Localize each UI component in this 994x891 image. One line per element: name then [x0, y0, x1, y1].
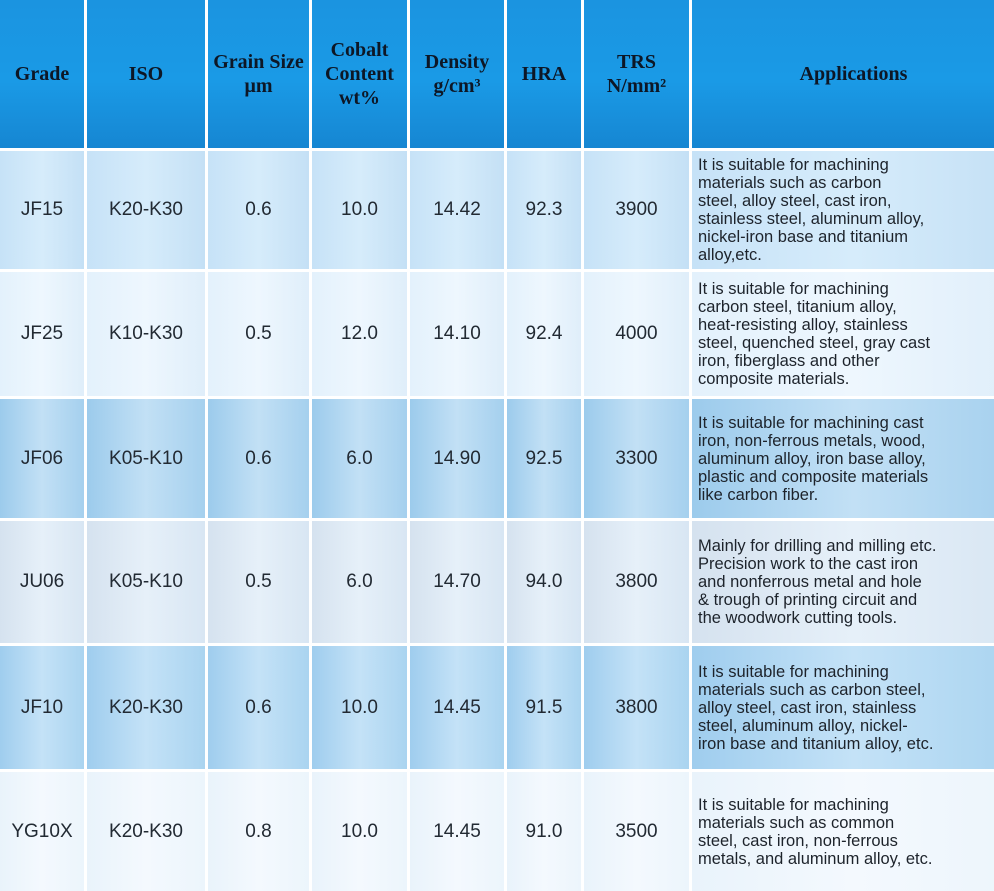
app-line: & trough of printing circuit and [698, 591, 918, 609]
cell-trs: 3800 [584, 646, 689, 769]
cell-grain-size: 0.6 [208, 646, 309, 769]
cell-applications [692, 646, 994, 769]
header-iso-label: ISO [128, 63, 164, 85]
header-grain-size [208, 0, 309, 148]
cell-applications [692, 772, 994, 891]
cell-trs: 3800 [584, 521, 689, 643]
header-cobalt [312, 0, 407, 148]
header-density [410, 0, 504, 148]
app-line: like carbon fiber. [698, 485, 819, 504]
app-line: steel, cast iron, non-ferrous [698, 831, 898, 850]
app-line: It is suitable for machining [698, 280, 889, 298]
cell-iso: K20-K30 [87, 772, 205, 891]
cell-grain-size: 0.8 [208, 772, 309, 891]
cell-trs: 3300 [584, 399, 689, 518]
app-line: materials such as carbon [698, 174, 882, 192]
app-line: iron, non-ferrous metals, wood, [698, 431, 926, 450]
cell-applications [692, 521, 994, 643]
cell-grade: JF25 [0, 272, 84, 396]
cell-hra: 92.4 [507, 272, 581, 396]
header-hra [507, 0, 581, 148]
cell-iso: K10-K30 [87, 272, 205, 396]
cell-trs: 3900 [584, 151, 689, 269]
header-hra-label: HRA [521, 63, 567, 85]
app-line: steel, quenched steel, gray cast [698, 334, 931, 352]
cell-grade: JF15 [0, 151, 84, 269]
header-density-line: Density [424, 51, 490, 73]
header-grain-size-line: Grain Size [213, 51, 304, 73]
header-grain-size-unit: μm [244, 75, 273, 97]
app-line: It is suitable for machining [698, 662, 889, 681]
cell-iso: K20-K30 [87, 151, 205, 269]
header-cobalt-line: Cobalt [330, 39, 389, 61]
cell-grain-size: 0.6 [208, 151, 309, 269]
app-line: carbon steel, titanium alloy, [698, 298, 897, 316]
cell-hra: 91.5 [507, 646, 581, 769]
app-line: Precision work to the cast iron [698, 555, 919, 573]
app-line: It is suitable for machining [698, 156, 889, 174]
cell-cobalt: 10.0 [312, 646, 407, 769]
cell-iso: K05-K10 [87, 399, 205, 518]
app-line: materials such as common [698, 813, 895, 832]
header-applications [692, 0, 994, 148]
cell-applications [692, 151, 994, 269]
cell-cobalt: 10.0 [312, 151, 407, 269]
app-line: and nonferrous metal and hole [698, 573, 922, 591]
cell-hra: 94.0 [507, 521, 581, 643]
app-line: steel, alloy steel, cast iron, [698, 192, 892, 210]
header-density-unit: g/cm³ [433, 75, 481, 97]
app-line: heat-resisting alloy, stainless [698, 316, 908, 334]
header-cobalt-line: Content [325, 63, 394, 85]
cell-grade: JU06 [0, 521, 84, 643]
cell-density: 14.45 [410, 646, 504, 769]
cell-iso: K05-K10 [87, 521, 205, 643]
app-line: aluminum alloy, iron base alloy, [698, 449, 926, 468]
cell-density: 14.10 [410, 272, 504, 396]
header-trs [584, 0, 689, 148]
cell-density: 14.42 [410, 151, 504, 269]
app-line: It is suitable for machining [698, 795, 889, 814]
cell-hra: 91.0 [507, 772, 581, 891]
app-line: iron base and titanium alloy, etc. [698, 734, 934, 753]
cell-hra: 92.3 [507, 151, 581, 269]
header-iso [87, 0, 205, 148]
cell-cobalt: 10.0 [312, 772, 407, 891]
cell-density: 14.90 [410, 399, 504, 518]
header-grade-label: Grade [14, 63, 70, 85]
app-line: iron, fiberglass and other [698, 352, 880, 370]
cell-grade: JF10 [0, 646, 84, 769]
cell-grade: YG10X [0, 772, 84, 891]
cell-grade: JF06 [0, 399, 84, 518]
app-line: alloy,etc. [698, 246, 762, 264]
app-line: materials such as carbon steel, [698, 680, 926, 699]
cell-applications [692, 399, 994, 518]
cell-grain-size: 0.5 [208, 272, 309, 396]
app-line: stainless steel, aluminum alloy, [698, 210, 925, 228]
cell-grain-size: 0.6 [208, 399, 309, 518]
header-grade [0, 0, 84, 148]
cell-applications [692, 272, 994, 396]
app-line: steel, aluminum alloy, nickel- [698, 716, 908, 735]
app-line: metals, and aluminum alloy, etc. [698, 849, 933, 868]
cell-cobalt: 12.0 [312, 272, 407, 396]
header-trs-unit: N/mm² [606, 75, 667, 97]
app-line: plastic and composite materials [698, 467, 929, 486]
header-cobalt-unit: wt% [338, 87, 381, 109]
cell-iso: K20-K30 [87, 646, 205, 769]
app-line: the woodwork cutting tools. [698, 609, 898, 627]
app-line: composite materials. [698, 370, 850, 388]
app-line: nickel-iron base and titanium [698, 228, 909, 246]
cell-grain-size: 0.5 [208, 521, 309, 643]
header-applications-label: Applications [799, 63, 908, 85]
app-line: alloy steel, cast iron, stainless [698, 698, 917, 717]
cell-cobalt: 6.0 [312, 399, 407, 518]
app-line: It is suitable for machining cast [698, 413, 924, 432]
header-trs-line: TRS [617, 51, 656, 73]
cell-trs: 4000 [584, 272, 689, 396]
cell-density: 14.45 [410, 772, 504, 891]
cell-cobalt: 6.0 [312, 521, 407, 643]
cell-trs: 3500 [584, 772, 689, 891]
cell-density: 14.70 [410, 521, 504, 643]
cell-hra: 92.5 [507, 399, 581, 518]
app-line: Mainly for drilling and milling etc. [698, 537, 937, 555]
